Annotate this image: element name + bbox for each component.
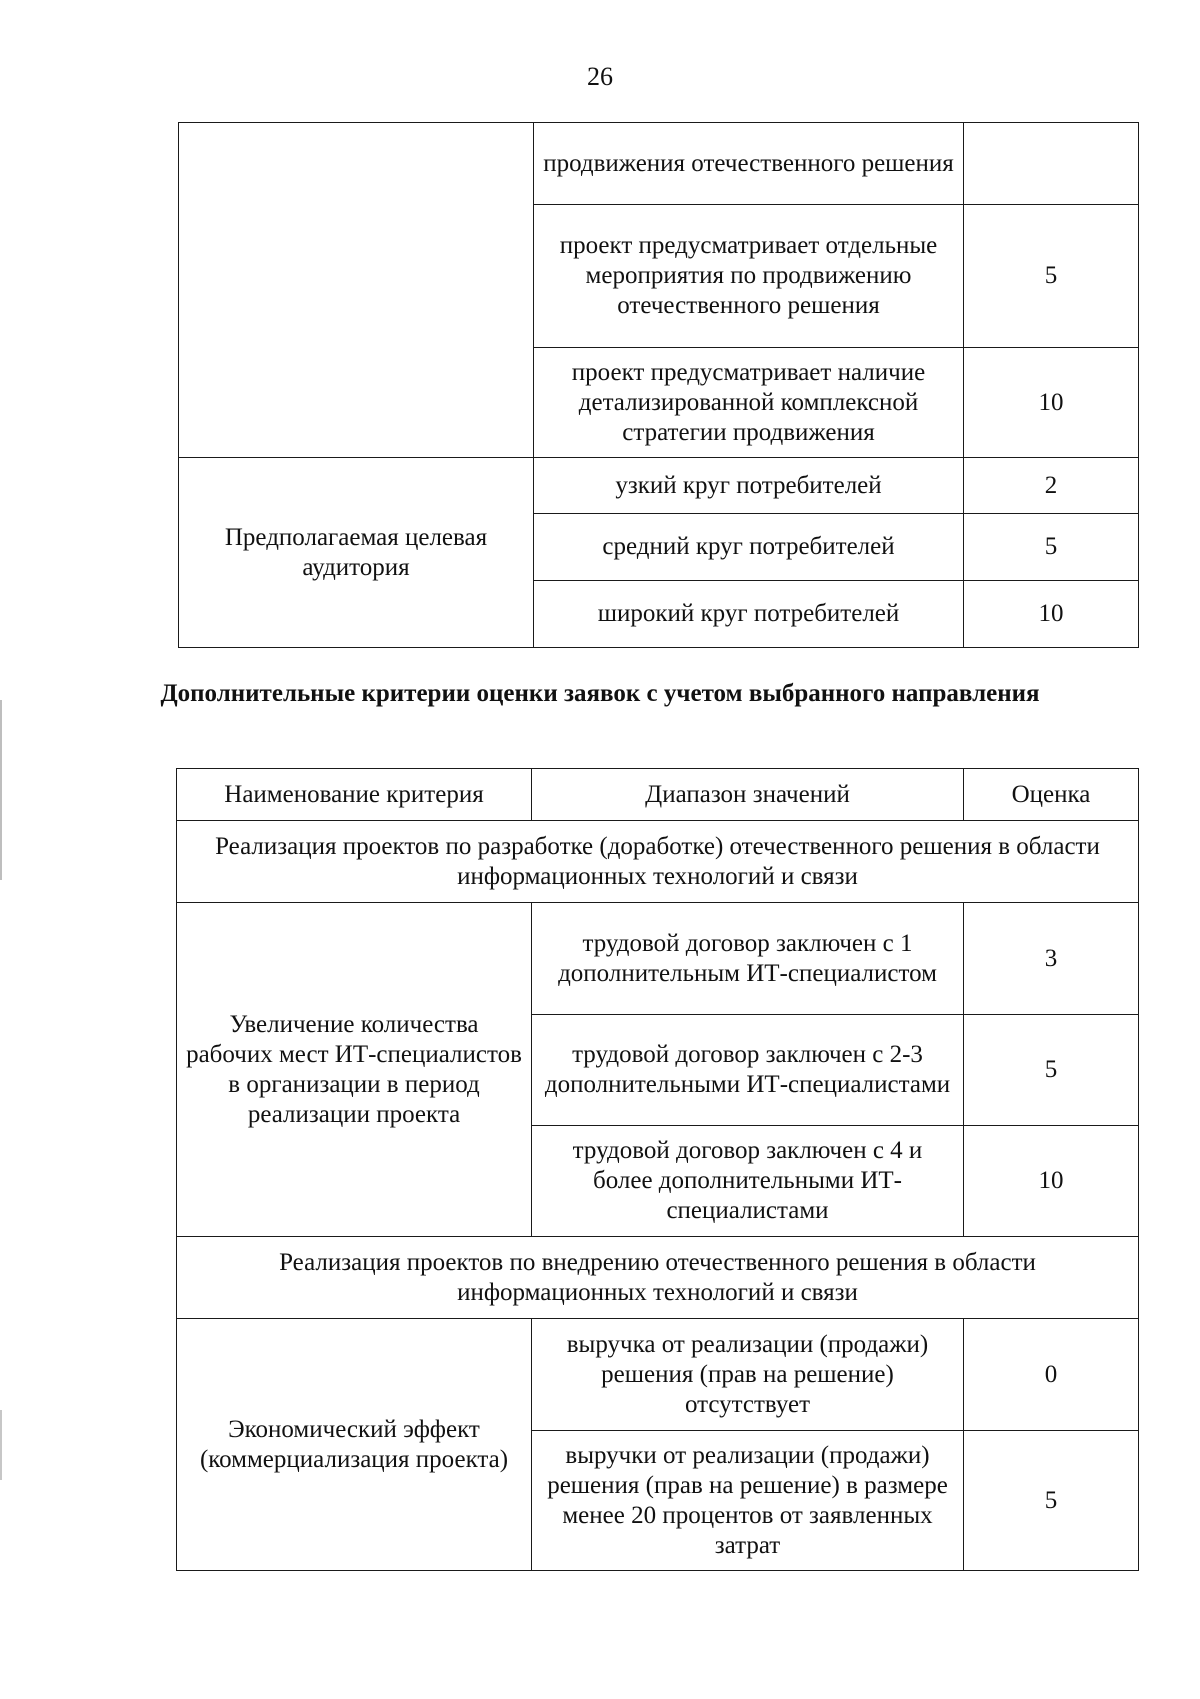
score-cell: 5 <box>964 205 1139 348</box>
score-cell: 0 <box>964 1319 1139 1431</box>
criterion-cell: Увеличение количества рабочих мест ИТ-специалистов в организации в период реализации проекта <box>177 903 532 1237</box>
score-cell: 2 <box>964 458 1139 514</box>
table-header-row <box>177 769 1139 821</box>
criteria-table-continued <box>178 122 1139 648</box>
range-cell: трудовой договор заключен с 1 дополнительным ИТ-специалистом <box>532 903 964 1015</box>
scan-edge-mark <box>0 700 2 880</box>
range-cell: проект предусматривает отдельные мероприятия по продвижению отечественного решения <box>534 205 964 348</box>
range-cell: выручка от реализации (продажи) решения (прав на решение) отсутствует <box>532 1319 964 1431</box>
table-row <box>179 123 1139 205</box>
header-score: Оценка <box>964 769 1139 821</box>
section-row <box>177 821 1139 903</box>
criterion-cell-empty <box>179 123 534 458</box>
range-cell: трудовой договор заключен с 4 и более дополнительными ИТ-специалистами <box>532 1126 964 1237</box>
page-number: 26 <box>587 62 613 91</box>
score-cell: 5 <box>964 514 1139 581</box>
score-cell <box>964 123 1139 205</box>
score-cell: 10 <box>964 581 1139 648</box>
score-cell: 10 <box>964 348 1139 458</box>
section-title-development: Реализация проектов по разработке (доработке) отечественного решения в области информационных технологий и связи <box>177 821 1139 903</box>
range-cell: узкий круг потребителей <box>534 458 964 514</box>
scan-edge-mark <box>0 1410 2 1480</box>
section-row <box>177 1237 1139 1319</box>
table-row <box>179 458 1139 514</box>
criterion-cell: Экономический эффект (коммерциализация проекта) <box>177 1319 532 1571</box>
range-cell: широкий круг потребителей <box>534 581 964 648</box>
score-cell: 10 <box>964 1126 1139 1237</box>
section-heading: Дополнительные критерии оценки заявок с учетом выбранного направления <box>160 680 1040 707</box>
score-cell: 5 <box>964 1431 1139 1571</box>
score-cell: 3 <box>964 903 1139 1015</box>
range-cell: проект предусматривает наличие детализированной комплексной стратегии продвижения <box>534 348 964 458</box>
table-row <box>177 903 1139 1015</box>
range-cell: продвижения отечественного решения <box>534 123 964 205</box>
range-cell: трудовой договор заключен с 2-3 дополнительными ИТ-специалистами <box>532 1015 964 1126</box>
score-cell: 5 <box>964 1015 1139 1126</box>
table-row <box>177 1319 1139 1431</box>
header-range: Диапазон значений <box>532 769 964 821</box>
range-cell: выручки от реализации (продажи) решения (прав на решение) в размере менее 20 процентов от заявленных затрат <box>532 1431 964 1571</box>
section-title-implementation: Реализация проектов по внедрению отечественного решения в области информационных технологий и связи <box>177 1237 1139 1319</box>
criterion-cell: Предполагаемая целевая аудитория <box>179 458 534 648</box>
additional-criteria-table <box>176 768 1139 1571</box>
header-criterion: Наименование критерия <box>177 769 532 821</box>
range-cell: средний круг потребителей <box>534 514 964 581</box>
